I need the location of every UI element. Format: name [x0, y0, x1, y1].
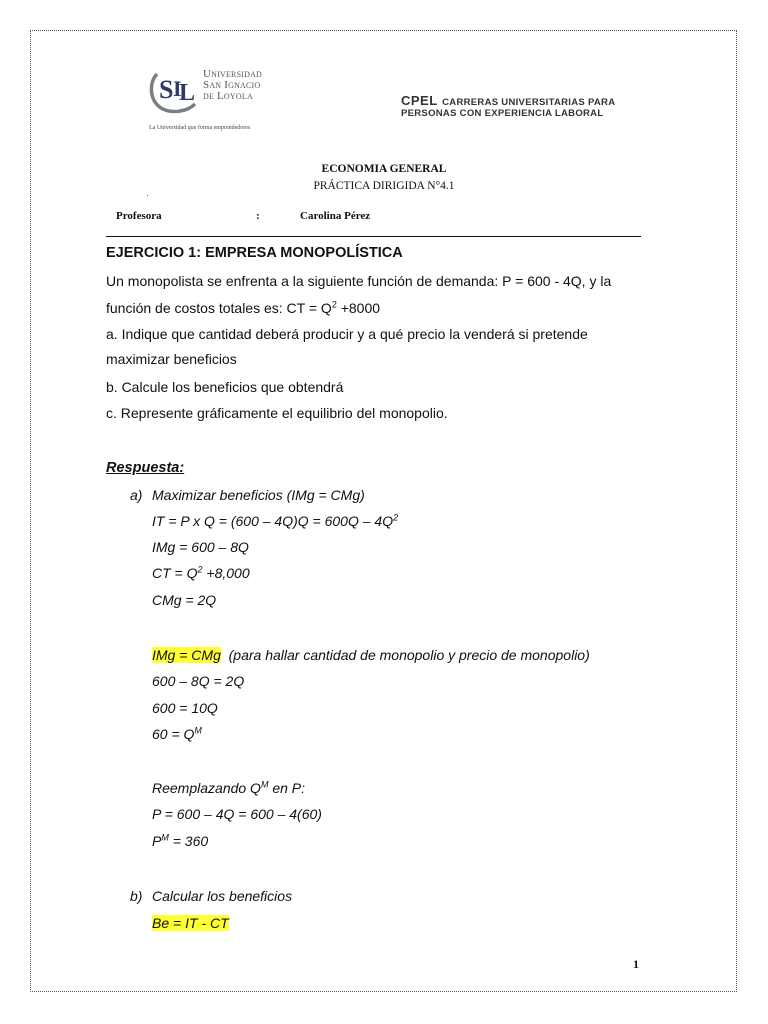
exercise-line-1: Un monopolista se enfrenta a la siguiente función de demanda: P = 600 - 4Q, y la [106, 273, 612, 289]
stray-dot: · [146, 191, 149, 200]
teacher-label: Profesora [116, 210, 162, 222]
step-1: 600 – 8Q = 2Q [152, 673, 245, 689]
university-name [203, 69, 262, 102]
exercise-title: EJERCICIO 1: EMPRESA MONOPOLÍSTICA [106, 245, 403, 261]
question-b: b. Calcule los beneficios que obtendrá [106, 379, 344, 395]
answer-title: Respuesta: [106, 460, 185, 476]
answer-b-heading: Calcular los beneficios [152, 888, 293, 904]
university-name-line-1: Universidad [203, 68, 263, 80]
question-a-line-1: a. Indique que cantidad deberá producir y a qué precio la venderá si pretende [106, 326, 588, 342]
svg-text:I: I [173, 76, 182, 101]
answer-a-heading: Maximizar beneficios (IMg = CMg) [152, 487, 365, 503]
usil-logo-icon [147, 66, 199, 116]
cmg-equation: CMg = 2Q [152, 592, 217, 608]
ct-equation: CT = $Q^2 +8,000$ [152, 564, 250, 581]
teacher-name: Carolina Pérez [300, 210, 371, 222]
benefit-equation [152, 915, 229, 931]
answer-b-marker: b) [130, 888, 143, 904]
step-3: $60 = Q^M$ [152, 725, 202, 742]
page-number: 1 [633, 957, 639, 971]
replace-text: Reemplazando $Q^M$ en P: [152, 779, 306, 796]
it-equation: IT = P x $Q = (600 - 4Q)Q = 600Q - 4Q^2$ [152, 512, 399, 529]
step-2: 600 = 10Q [152, 700, 218, 716]
cpel-line-2: PERSONAS CON EXPERIENCIA LABORAL [401, 108, 604, 119]
question-c: c. Represente gráficamente el equilibrio del monopolio. [106, 405, 448, 421]
university-name-line-2: San Ignacio [203, 79, 261, 91]
practice-title: PRÁCTICA DIRIGIDA N°4.1 [313, 180, 455, 192]
cpel-line-1: CARRERAS UNIVERSITARIAS PARA [442, 97, 616, 108]
highlight-be: Be = IT - CT [152, 915, 229, 931]
img-equation: IMg = 600 – 8Q [152, 539, 249, 555]
svg-text:S: S [159, 75, 174, 104]
header-rule [106, 236, 641, 237]
answer-a-marker: a) [130, 487, 143, 503]
price-equation: P = 600 – 4Q = 600 – 4(60) [152, 806, 322, 822]
exercise-line-2: función de costos totales es: CT = $Q^2 +8000$ [106, 299, 381, 316]
question-a-line-2: maximizar beneficios [106, 351, 237, 367]
university-tagline: La Universidad que forma emprendedores [149, 125, 251, 131]
monopoly-price: $P^M = 360$ [152, 832, 209, 849]
university-name-line-3: de Loyola [203, 90, 253, 102]
cpel-abbr: CPEL [401, 93, 438, 108]
equilibrium-condition: IMg = CMg (para hallar cantidad de monopolio y precio de monopolio) [152, 647, 590, 663]
svg-text:L: L [179, 80, 196, 106]
highlight-img-cmg: IMg = CMg [152, 647, 221, 663]
teacher-separator: : [256, 210, 260, 222]
course-title: ECONOMIA GENERAL [321, 163, 447, 175]
university-logo [147, 66, 287, 136]
